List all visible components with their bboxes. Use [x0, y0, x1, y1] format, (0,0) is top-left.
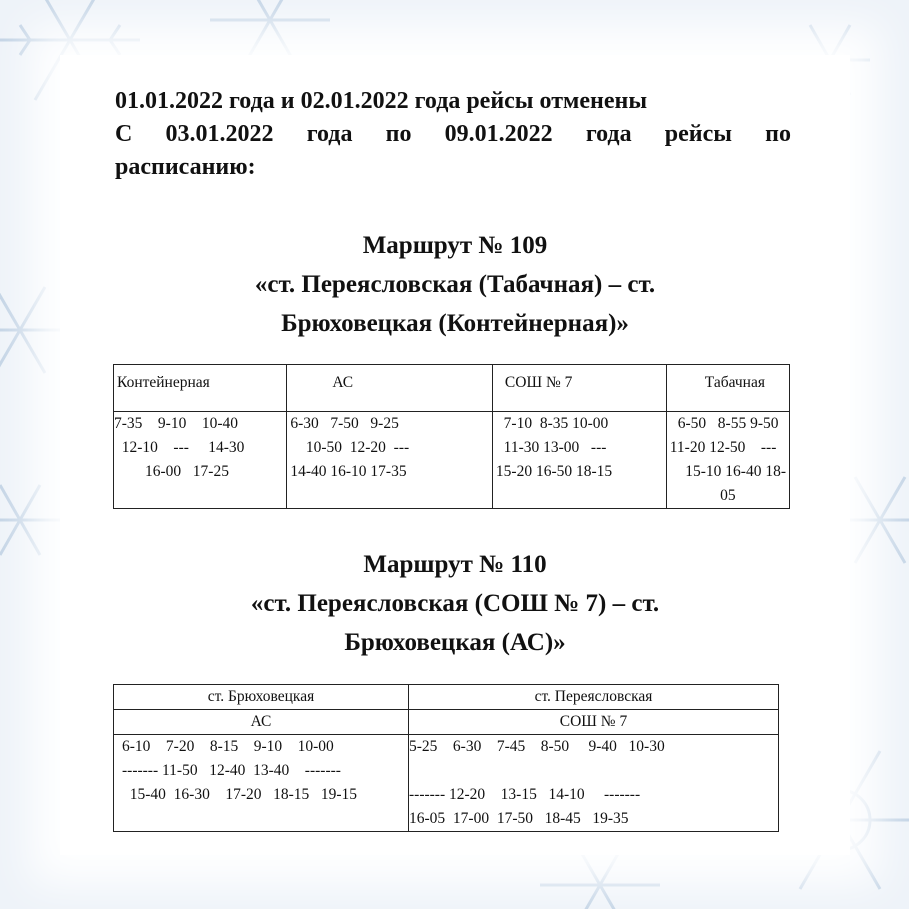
time-line: 10-50 12-20 ---	[290, 439, 410, 456]
time-line: ------- 11-50 12-40 13-40 -------	[122, 762, 341, 779]
route-109-timetable	[113, 364, 790, 509]
notice-line-3: расписанию:	[115, 154, 256, 180]
route-110-name-line-1: «ст. Переясловская (СОШ № 7) – ст.	[250, 590, 660, 617]
route-109-name-line-2: Брюховецкая (Контейнерная)»	[281, 310, 629, 337]
time-line: 14-40 16-10 17-35	[290, 463, 407, 480]
route-110-title: Маршрут № 110	[363, 551, 547, 578]
time-line: 16-00 17-25	[114, 463, 229, 480]
column-subheader-as: АС	[114, 710, 409, 735]
time-line: 12-10 --- 14-30	[114, 439, 245, 456]
time-line: 5-25 6-30 7-45 8-50 9-40 10-30	[409, 738, 665, 755]
time-line	[409, 759, 775, 783]
time-line: 15-20 16-50 18-15	[495, 463, 613, 480]
column-header-pereyaslovskaya: ст. Переясловская	[409, 685, 779, 710]
time-line: ------- 12-20 13-15 14-10 -------	[409, 786, 641, 803]
notice-line-1: 01.01.2022 года и 02.01.2022 года рейсы отменены	[115, 88, 648, 114]
column-header-as: АС	[287, 365, 493, 412]
route-110-timetable	[113, 684, 779, 832]
column-header-tabachnaya: Табачная	[666, 365, 789, 412]
time-line: 6-50 8-55 9-50	[677, 415, 779, 432]
route-110-heading	[115, 545, 795, 662]
route-109-title: Маршрут № 109	[362, 232, 548, 259]
time-line: 7-35 9-10 10-40	[114, 415, 238, 432]
times-pereyaslovskaya	[409, 735, 779, 832]
time-line: 11-20 12-50 ---	[669, 439, 777, 456]
time-line: 7-10 8-35 10-00	[495, 415, 609, 432]
times-kontejnernaya	[114, 412, 287, 509]
times-sosh-7	[492, 412, 666, 509]
route-109-name-line-1: «ст. Переясловская (Табачная) – ст.	[254, 271, 656, 298]
time-line: 16-05 17-00 17-50 18-45 19-35	[409, 810, 629, 827]
time-line: 15-10 16-40 18-	[669, 463, 786, 480]
route-110-name-line-2: Брюховецкая (АС)»	[344, 629, 566, 656]
column-header-kontejnernaya: Контейнерная	[114, 365, 287, 412]
column-header-bryukhovetskaya: ст. Брюховецкая	[114, 685, 409, 710]
time-line: 6-30 7-50 9-25	[290, 415, 399, 432]
column-subheader-sosh-7: СОШ № 7	[409, 710, 779, 735]
time-line: 15-40 16-30 17-20 18-15 19-15	[122, 786, 358, 803]
column-header-sosh-7: СОШ № 7	[492, 365, 666, 412]
schedule-notice	[115, 85, 791, 184]
times-as	[287, 412, 493, 509]
times-tabachnaya	[666, 412, 789, 509]
time-line: 6-10 7-20 8-15 9-10 10-00	[122, 738, 334, 755]
notice-line-2: С 03.01.2022 года по 09.01.2022 года рейсы по	[115, 121, 791, 147]
time-line: 11-30 13-00 ---	[495, 439, 607, 456]
times-bryukhovetskaya	[114, 735, 409, 832]
route-109-heading	[115, 226, 795, 343]
time-line: 05	[720, 487, 736, 504]
